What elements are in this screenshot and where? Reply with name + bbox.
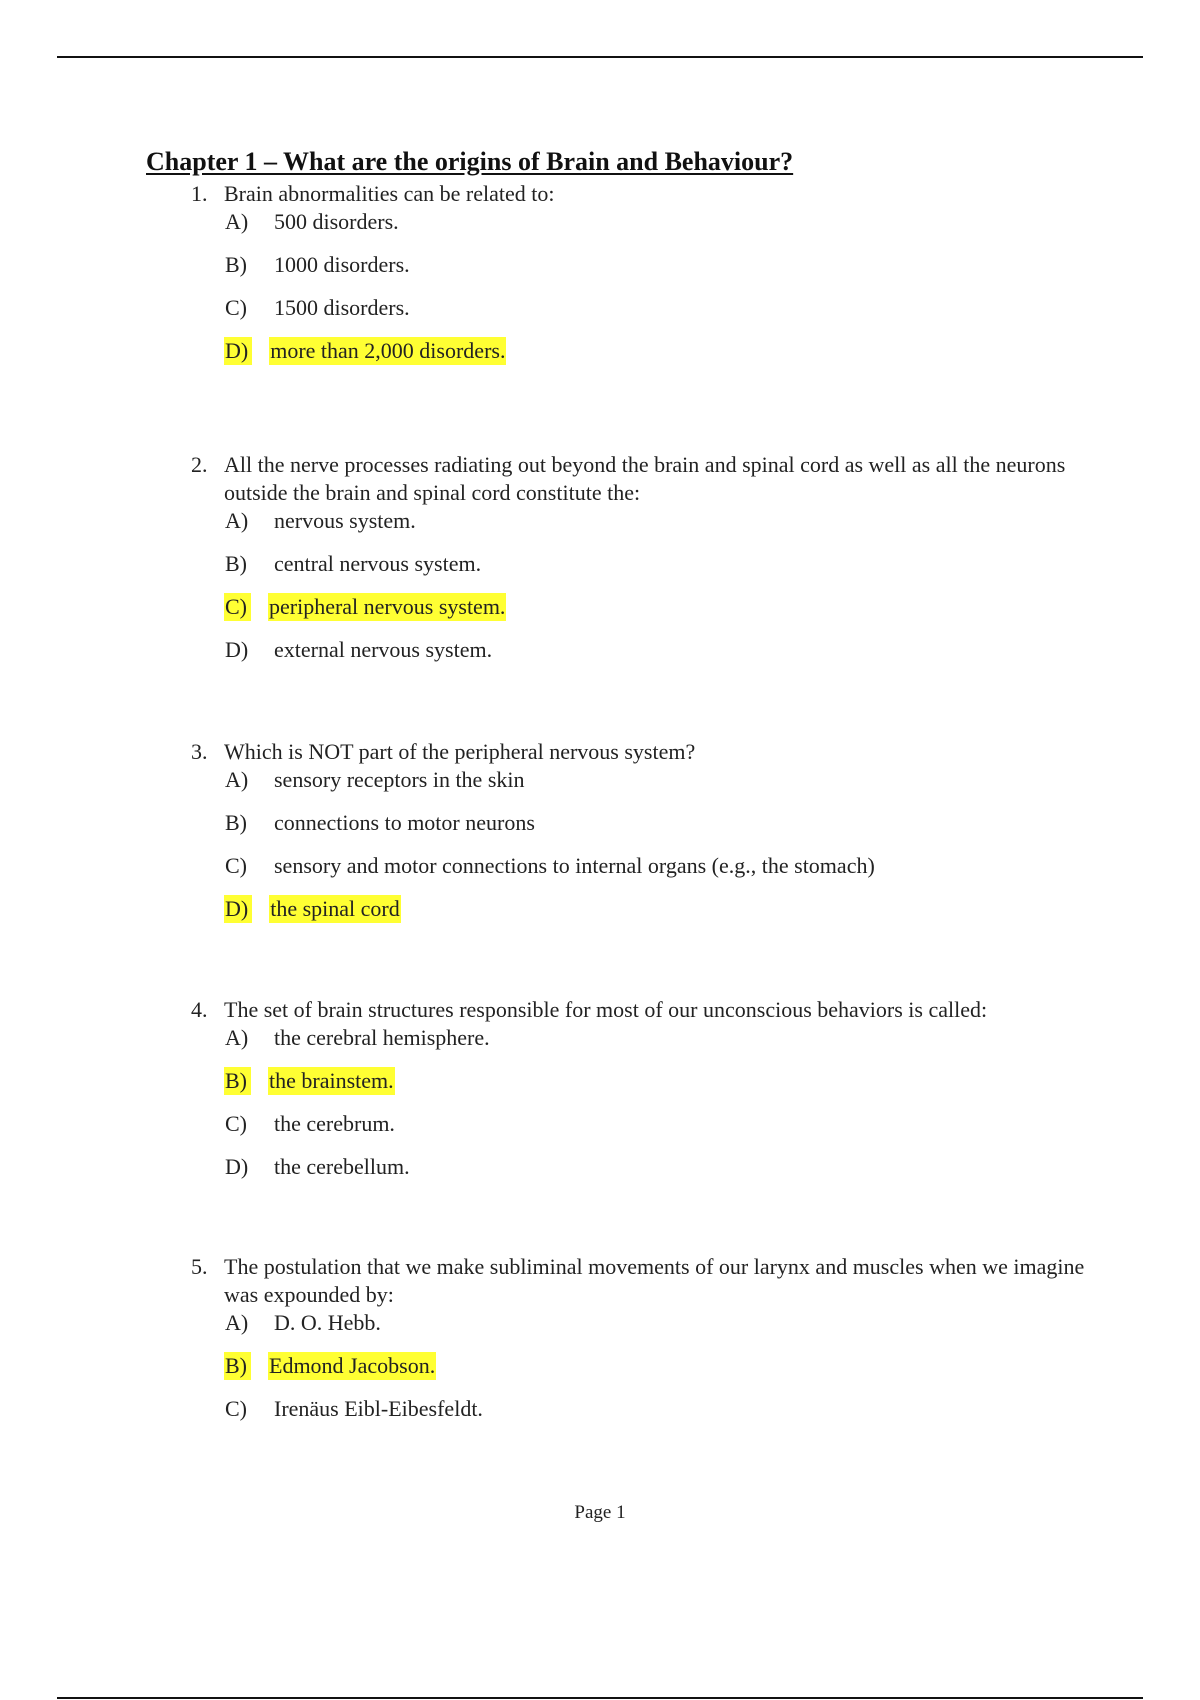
option-text: 1000 disorders.: [274, 252, 410, 277]
question-5: [191, 1253, 1091, 1438]
option-text: more than 2,000 disorders.: [270, 338, 506, 363]
question-2: [191, 451, 1091, 679]
option-letter: D): [224, 337, 252, 365]
question-stem: [191, 180, 1091, 208]
question-stem: [191, 451, 1091, 507]
answer-options: [191, 507, 1091, 679]
option-letter: C): [225, 853, 247, 878]
question-text: Which is NOT part of the peripheral nervous system?: [224, 739, 696, 764]
option-d-correct-answer: [224, 895, 1091, 938]
answer-options: [191, 1024, 1091, 1196]
option-text: central nervous system.: [274, 551, 482, 576]
option-text: the spinal cord: [270, 896, 400, 921]
option-letter: C): [225, 295, 247, 320]
option-c: [224, 1395, 1091, 1438]
option-letter: B): [225, 810, 247, 835]
option-text: Irenäus Eibl-Eibesfeldt.: [274, 1396, 483, 1421]
option-d-correct-answer: [224, 337, 1091, 380]
option-d: [224, 636, 1091, 679]
option-text: Edmond Jacobson.: [269, 1353, 436, 1378]
question-4: [191, 996, 1091, 1196]
header-rule: [57, 56, 1143, 58]
option-letter: A): [225, 767, 249, 792]
footer-rule: [57, 1697, 1143, 1699]
option-letter: B): [224, 1067, 251, 1095]
option-b-correct-answer: [224, 1067, 1091, 1110]
option-text: sensory receptors in the skin: [274, 767, 525, 792]
question-number: 1.: [191, 181, 208, 206]
option-b-correct-answer: [224, 1352, 1091, 1395]
option-letter: A): [225, 1310, 249, 1335]
option-c: [224, 852, 1091, 895]
answer-options: [191, 1309, 1091, 1438]
option-b: [224, 809, 1091, 852]
option-text: connections to motor neurons: [274, 810, 535, 835]
question-number: 2.: [191, 452, 208, 477]
option-d: [224, 1153, 1091, 1196]
option-c-correct-answer: [224, 593, 1091, 636]
option-a: [224, 1024, 1091, 1067]
option-letter: A): [225, 209, 249, 234]
option-letter: A): [225, 508, 249, 533]
option-letter: A): [225, 1025, 249, 1050]
option-text: the brainstem.: [269, 1068, 394, 1093]
option-text: the cerebellum.: [274, 1154, 410, 1179]
option-letter: D): [225, 637, 249, 662]
option-a: [224, 766, 1091, 809]
option-b: [224, 550, 1091, 593]
option-text: the cerebral hemisphere.: [274, 1025, 490, 1050]
question-1: [191, 180, 1091, 380]
question-text: The postulation that we make subliminal movements of our larynx and muscles when we imagine was expounded by:: [224, 1254, 1085, 1307]
question-number: 5.: [191, 1254, 208, 1279]
option-letter: B): [225, 551, 247, 576]
option-letter: B): [225, 252, 247, 277]
option-text: external nervous system.: [274, 637, 493, 662]
question-text: All the nerve processes radiating out beyond the brain and spinal cord as well as all the neurons outside the brain and spinal cord constitute the:: [224, 452, 1066, 505]
question-stem: [191, 738, 1091, 766]
option-letter: C): [224, 593, 251, 621]
option-text: 500 disorders.: [274, 209, 399, 234]
question-text: The set of brain structures responsible for most of our unconscious behaviors is called:: [224, 997, 988, 1022]
option-text: nervous system.: [274, 508, 416, 533]
option-text: peripheral nervous system.: [269, 594, 506, 619]
question-3: [191, 738, 1091, 938]
option-letter: C): [225, 1396, 247, 1421]
option-c: [224, 294, 1091, 337]
page-number: Page 1: [574, 1502, 626, 1523]
question-stem: [191, 996, 1091, 1024]
option-c: [224, 1110, 1091, 1153]
question-number: 4.: [191, 997, 208, 1022]
option-text: sensory and motor connections to internal organs (e.g., the stomach): [274, 853, 875, 878]
option-a: [224, 208, 1091, 251]
option-a: [224, 1309, 1091, 1352]
question-number: 3.: [191, 739, 208, 764]
option-text: the cerebrum.: [274, 1111, 395, 1136]
option-text: 1500 disorders.: [274, 295, 410, 320]
question-stem: [191, 1253, 1091, 1309]
answer-options: [191, 208, 1091, 380]
option-letter: B): [224, 1352, 251, 1380]
chapter-title: Chapter 1 – What are the origins of Brain and Behaviour?: [146, 147, 794, 176]
question-text: Brain abnormalities can be related to:: [224, 181, 555, 206]
option-a: [224, 507, 1091, 550]
option-text: D. O. Hebb.: [274, 1310, 381, 1335]
option-letter: D): [225, 1154, 249, 1179]
answer-options: [191, 766, 1091, 938]
option-b: [224, 251, 1091, 294]
option-letter: C): [225, 1111, 247, 1136]
option-letter: D): [224, 895, 252, 923]
